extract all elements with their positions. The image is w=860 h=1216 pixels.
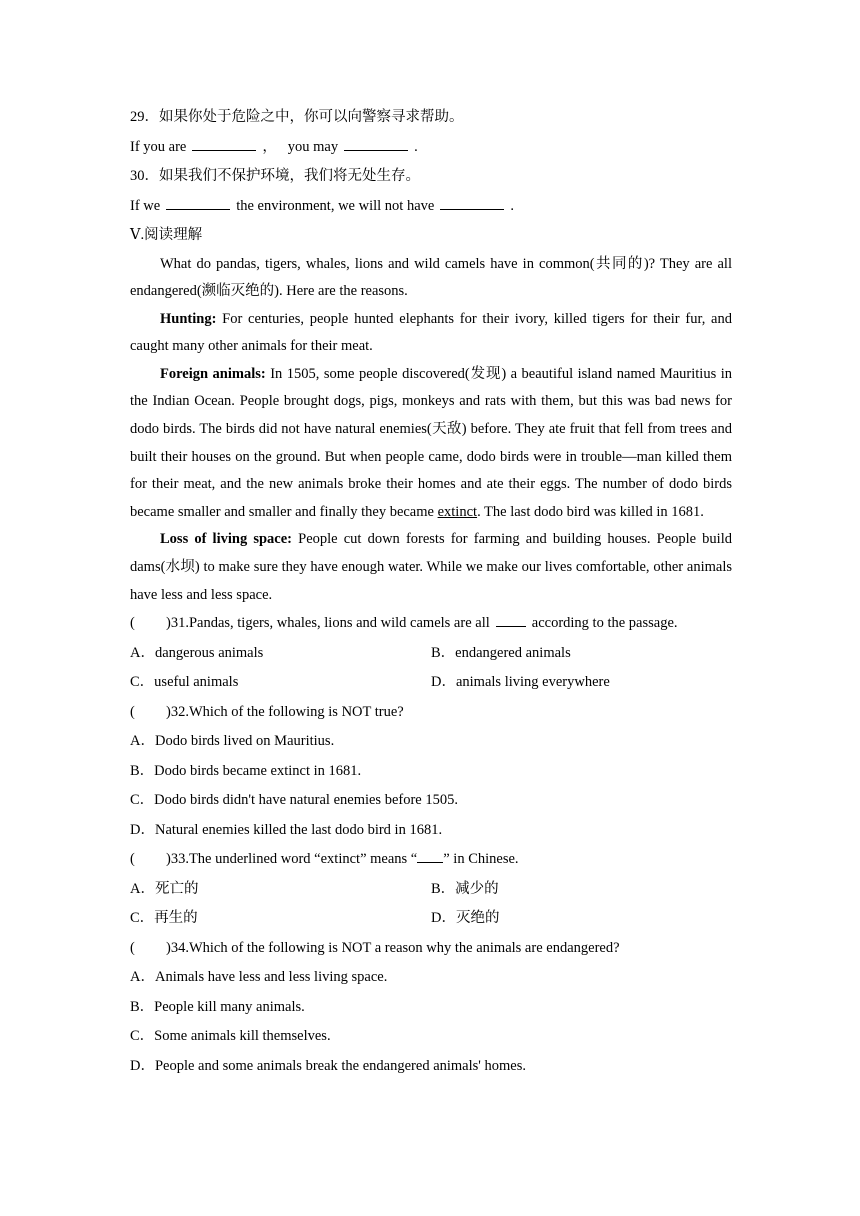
q33-option-c[interactable]: C．再生的: [130, 910, 198, 927]
q33-stem-b: ” in Chinese.: [443, 851, 519, 868]
q29-english: [130, 133, 732, 163]
q30-blank-2[interactable]: [440, 197, 504, 210]
q31-stem-a: )31.Pandas, tigers, whales, lions and wild camels are all: [166, 615, 490, 632]
q33-stem: [130, 845, 732, 875]
q31-answer-paren[interactable]: (: [130, 615, 135, 632]
q29-text-c: you may: [287, 138, 339, 155]
q33-stem-a: )33.The underlined word “extinct” means “: [166, 851, 418, 868]
q33-option-b[interactable]: B．减少的: [431, 880, 499, 897]
q31-stem: [130, 609, 732, 639]
foreign-animals-text-b: . The last dodo bird was killed in 1681.: [477, 503, 704, 520]
hunting-text: For centuries, people hunted elephants for their ivory, killed tigers for their fur, and caught many other animals for their meat.: [130, 310, 732, 355]
q32-option-c[interactable]: C．Dodo birds didn't have natural enemies before 1505.: [130, 792, 458, 809]
section-heading: Ⅴ.阅读理解: [130, 227, 203, 243]
q34-option-c[interactable]: C．Some animals kill themselves.: [130, 1028, 331, 1045]
q30-text-b: the environment, we will not have: [236, 197, 435, 214]
q31-option-c[interactable]: C．useful animals: [130, 674, 239, 691]
q33-option-a[interactable]: A．死亡的: [130, 880, 199, 897]
q33-option-d[interactable]: D．灭绝的: [431, 910, 500, 927]
underlined-word-extinct: extinct: [437, 503, 478, 520]
q31-options-row-2: [130, 668, 732, 698]
q33-answer-paren[interactable]: (: [130, 851, 135, 868]
passage-paragraph-2: [130, 306, 732, 361]
loss-of-space-heading: Loss of living space:: [160, 531, 292, 548]
passage-paragraph-1: What do pandas, tigers, whales, lions and wild camels have in common(共同的)? They are all endangered(濒临灭绝的). Here are the reasons.: [130, 255, 732, 300]
q29-blank-2[interactable]: [344, 138, 408, 151]
q30-blank-1[interactable]: [166, 197, 230, 210]
q32-stem: [130, 698, 732, 728]
q29-text-a: If you are: [130, 138, 187, 155]
q32-option-b[interactable]: B．Dodo birds became extinct in 1681.: [130, 762, 362, 779]
q34-option-b[interactable]: B．People kill many animals.: [130, 998, 305, 1015]
q34-stem-text: )34.Which of the following is NOT a reason why the animals are endangered?: [166, 939, 620, 956]
q30-text-c: .: [510, 197, 514, 214]
q33-blank: [417, 850, 443, 863]
q34-option-d[interactable]: D．People and some animals break the endangered animals' homes.: [130, 1057, 527, 1074]
q32-stem-text: )32.Which of the following is NOT true?: [166, 703, 404, 720]
foreign-animals-text-a: In 1505, some people discovered(发现) a beautiful island named Mauritius in the Indian Ocean. People brought dogs, pigs, monkeys and rats with them, but this was bad news for dodo birds. The birds did not have natural enemies(天敌) before. They ate fruit that fell from trees and built their houses on the ground. But when people came, dodo birds were in trouble—man killed them for their meat, and the new animals broke their homes and ate their eggs. The number of dodo birds became smaller and smaller and finally they became: [130, 365, 732, 520]
q29-text-d: .: [414, 138, 418, 155]
q30-chinese: 30．如果我们不保护环境，我们将无处生存。: [130, 168, 420, 184]
q31-option-a[interactable]: A．dangerous animals: [130, 644, 264, 661]
q31-option-b[interactable]: B．endangered animals: [431, 644, 571, 661]
q32-option-d[interactable]: D．Natural enemies killed the last dodo bird in 1681.: [130, 821, 443, 838]
q33-options-row-1: [130, 875, 732, 905]
q34-answer-paren[interactable]: (: [130, 939, 135, 956]
q30-text-a: If we: [130, 197, 161, 214]
q32-answer-paren[interactable]: (: [130, 703, 135, 720]
q33-options-row-2: [130, 904, 732, 934]
passage-paragraph-4: [130, 526, 732, 609]
q31-options-row-1: [130, 639, 732, 669]
q29-text-b: ，: [262, 138, 277, 155]
passage-paragraph-3: [130, 361, 732, 527]
exam-content: [130, 103, 732, 1081]
hunting-heading: Hunting:: [160, 310, 217, 327]
q31-option-d[interactable]: D．animals living everywhere: [431, 674, 610, 691]
q31-stem-b: according to the passage.: [531, 615, 678, 632]
foreign-animals-heading: Foreign animals:: [160, 365, 266, 382]
q31-blank: [496, 614, 526, 627]
q32-option-a[interactable]: A．Dodo birds lived on Mauritius.: [130, 733, 335, 750]
loss-of-space-text: People cut down forests for farming and building houses. People build dams(水坝) to make sure they have enough water. While we make our lives comfortable, other animals have less and less space.: [130, 531, 732, 603]
q29-chinese: 29．如果你处于危险之中，你可以向警察寻求帮助。: [130, 109, 464, 125]
q34-stem: [130, 934, 732, 964]
q29-blank-1[interactable]: [192, 138, 256, 151]
q30-english: [130, 192, 732, 222]
q34-option-a[interactable]: A．Animals have less and less living space.: [130, 969, 388, 986]
